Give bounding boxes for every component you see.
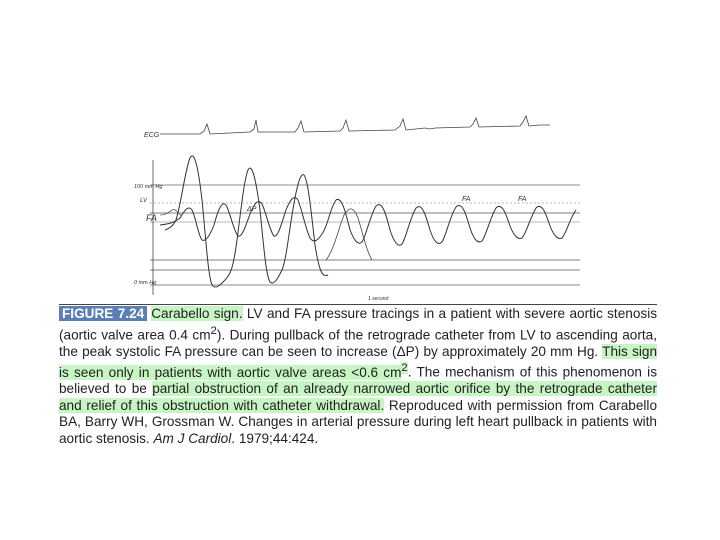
fa-pressure-trace (160, 198, 576, 246)
caption-title: Carabello sign. (151, 306, 243, 321)
delta-p-label: ΔP (247, 206, 257, 213)
caption-text-3: . The mechanism of this phenomenon is believed to be (59, 364, 657, 397)
caption-sup-2: 2 (401, 362, 408, 375)
lv-pressure-trace (165, 156, 328, 287)
citation-end: . 1979;44:424. (231, 430, 319, 446)
caption-highlight-2: partial obstruction of an already narrowed aortic orifice by the retrograde catheter and relief of this obstruction with catheter withdrawal. (59, 381, 657, 413)
caption-text-1: LV and FA pressure tracings in a patient with severe aortic stenosis (aortic valve area 0.4 cm (59, 306, 658, 343)
figure-caption (59, 306, 657, 447)
time-marker-label: 1 second (368, 296, 389, 300)
caption-highlight-1: This sign is seen only in patients with aortic valve areas <0.6 cm (59, 343, 658, 380)
caption-sup-1: 2 (210, 324, 217, 337)
lv-label: LV (140, 198, 148, 204)
caption-text-2: ). During pullback of the retrograde catheter from LV to ascending aorta, the peak systolic FA pressure can be seen to increase (ΔP) by approximately 20 mm Hg. (59, 327, 658, 359)
ecg-trace (160, 116, 550, 134)
fa-right-label-2: FA (518, 196, 527, 203)
ecg-label: ECG (144, 132, 160, 139)
journal-name: Am J Cardiol (153, 430, 232, 446)
fa-label: FA (146, 213, 157, 223)
pressure-tracing-figure (130, 110, 590, 300)
figure-label: FIGURE 7.24 (59, 306, 147, 321)
caption-text-4: Reproduced with permission from Carabello BA, Barry WH, Grossman W. Changes in arterial pressure during left heart pullback in patients with aortic stenosis. (59, 397, 658, 446)
scale-bottom-label: 0 mm Hg (134, 280, 157, 286)
fa-right-label-1: FA (462, 196, 471, 203)
scale-top-label: 100 mm Hg (134, 184, 163, 190)
caption-divider (59, 304, 657, 305)
